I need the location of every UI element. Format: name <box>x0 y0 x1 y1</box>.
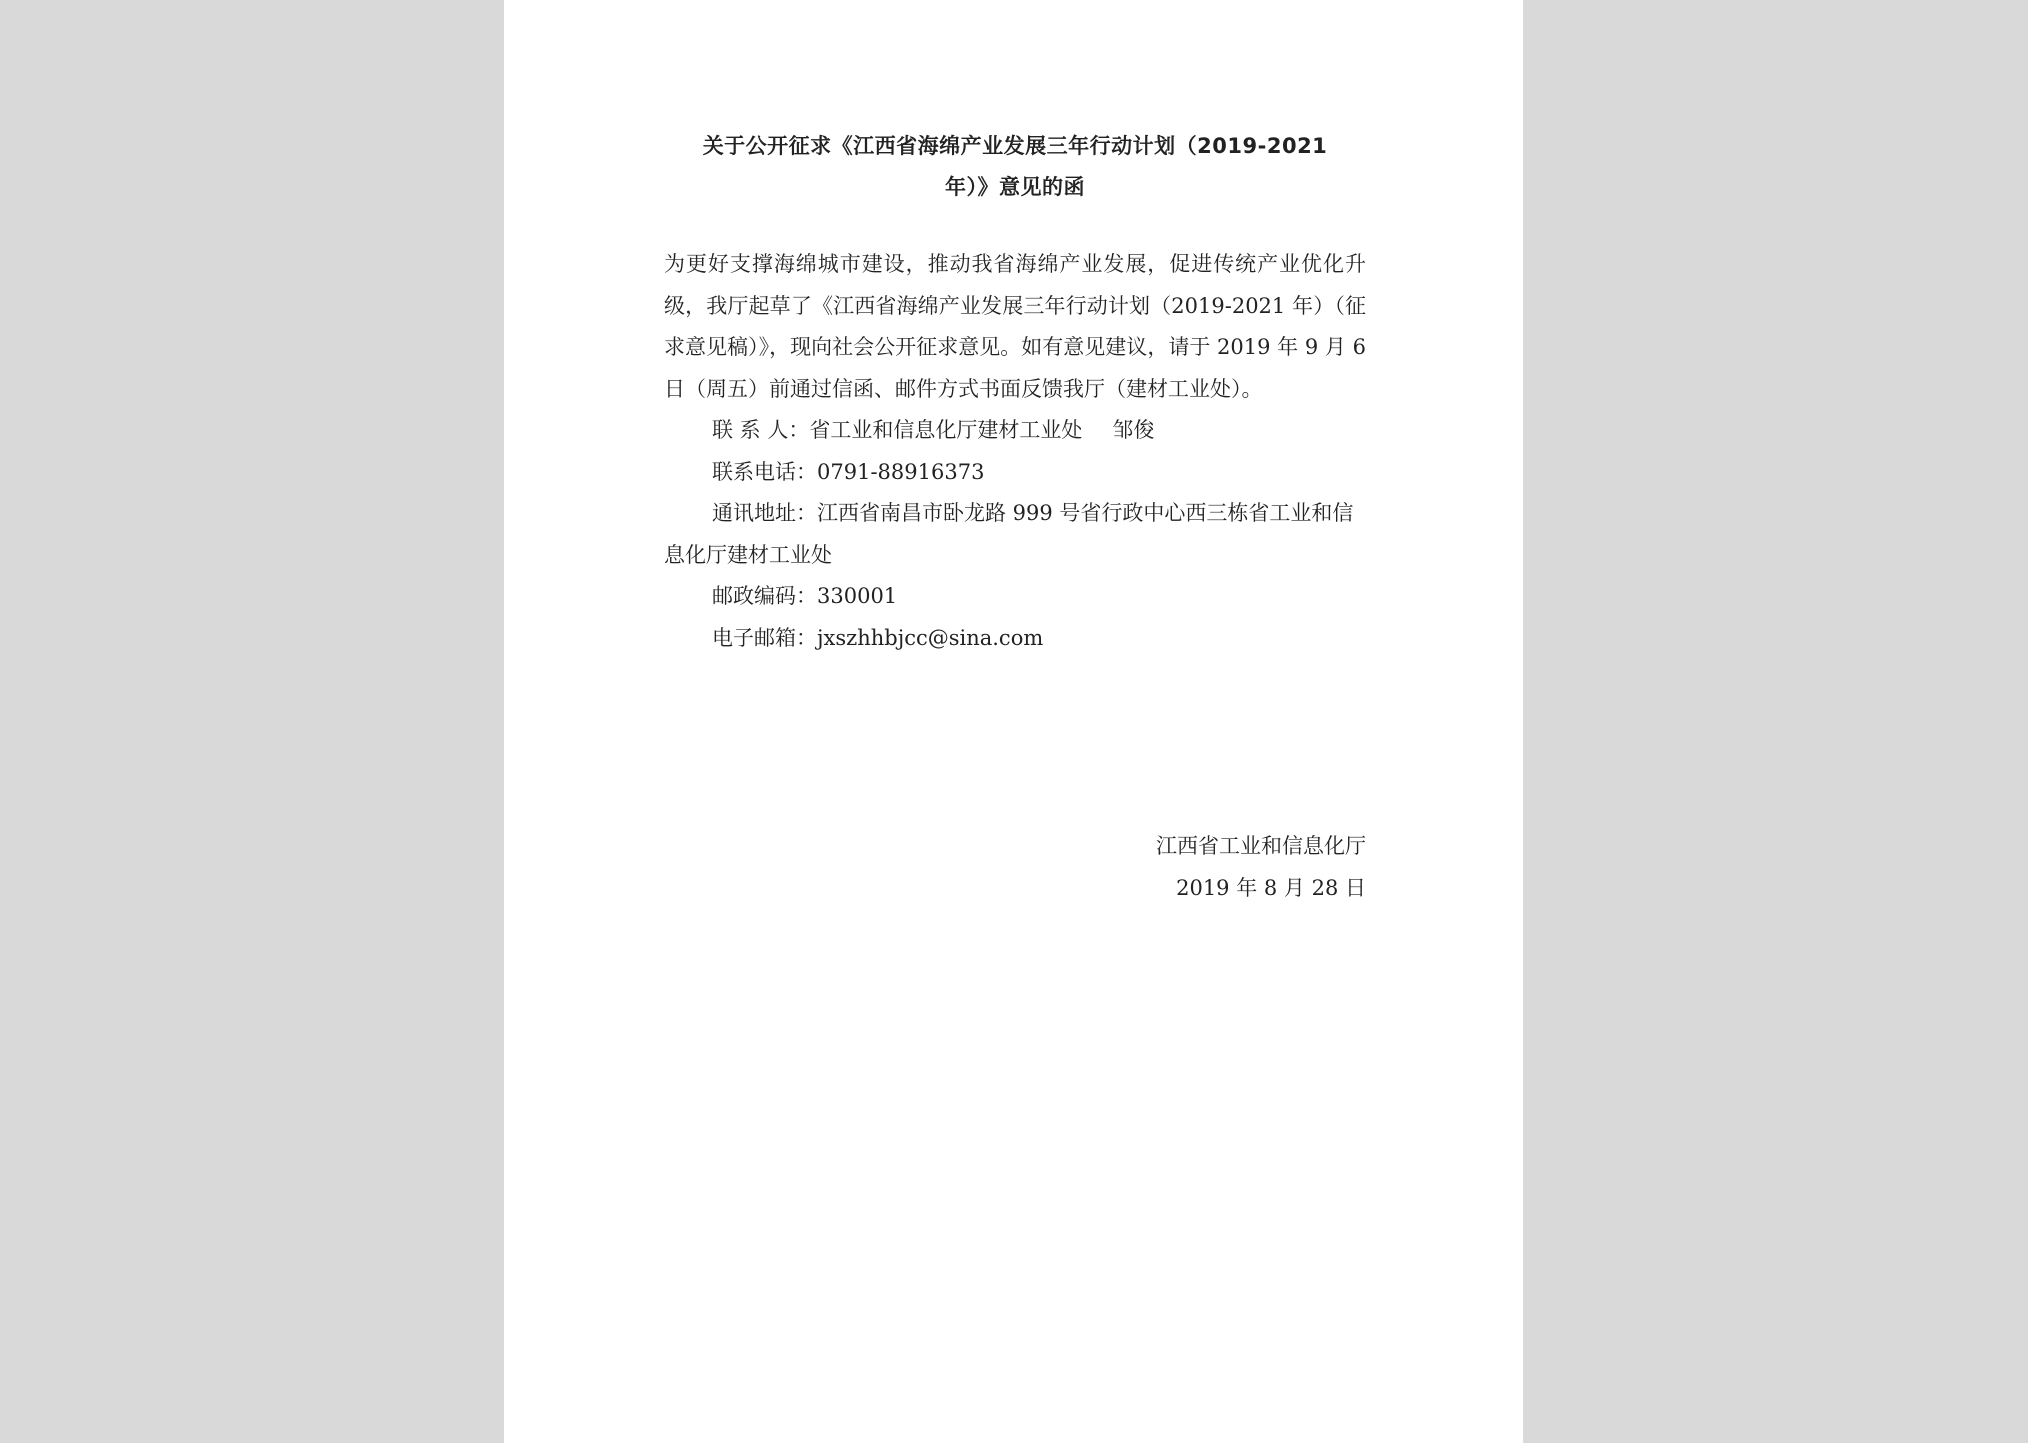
contact-postcode-label: 邮政编码： <box>712 584 817 608</box>
title-line-1: 关于公开征求《江西省海绵产业发展三年行动计划（2019-2021 <box>702 134 1328 158</box>
signature-org: 江西省工业和信息化厅 <box>1156 834 1366 858</box>
contact-address-label: 通讯地址： <box>712 501 817 525</box>
contact-email-value: jxszhhbjcc@sina.com <box>817 625 1044 650</box>
document-page <box>504 0 1523 1443</box>
document-title <box>664 126 1366 208</box>
contact-person-label: 联 系 人： <box>712 418 810 442</box>
signature-date: 2019 年 8 月 28 日 <box>1176 875 1366 900</box>
body-paragraph: 为更好支撑海绵城市建设，推动我省海绵产业发展，促进传统产业优化升级，我厅起草了《江西省海绵产业发展三年行动计划（2019-2021 年）（征求意见稿）》，现向社会公开征求意见。如有意见建议，请于 2019 年 9 月 6 日（周五）前通过信函、邮件方式书面反馈我厅（建材工业处）。 <box>664 252 1366 401</box>
contact-address-value: 江西省南昌市卧龙路 999 号省行政中心西三栋省工业和信息化厅建材工业处 <box>664 501 1354 567</box>
contact-phone-value: 0791-88916373 <box>817 459 985 484</box>
title-line-2: 年）》意见的函 <box>945 175 1085 199</box>
contact-phone-label: 联系电话： <box>712 459 817 484</box>
contact-person-name: 邹俊 <box>1112 418 1155 442</box>
contact-postcode-line <box>664 576 1366 618</box>
contact-email-label: 电子邮箱： <box>712 625 817 650</box>
contact-email-line <box>664 618 1366 660</box>
contact-person-dept: 省工业和信息化厅建材工业处 <box>809 418 1083 442</box>
contact-postcode-value: 330001 <box>817 584 898 608</box>
contact-person-line <box>664 410 1366 452</box>
page-content <box>664 126 1366 900</box>
signature-block <box>1156 826 1366 909</box>
contact-phone-line <box>664 452 1366 494</box>
contact-address-line <box>664 493 1366 576</box>
